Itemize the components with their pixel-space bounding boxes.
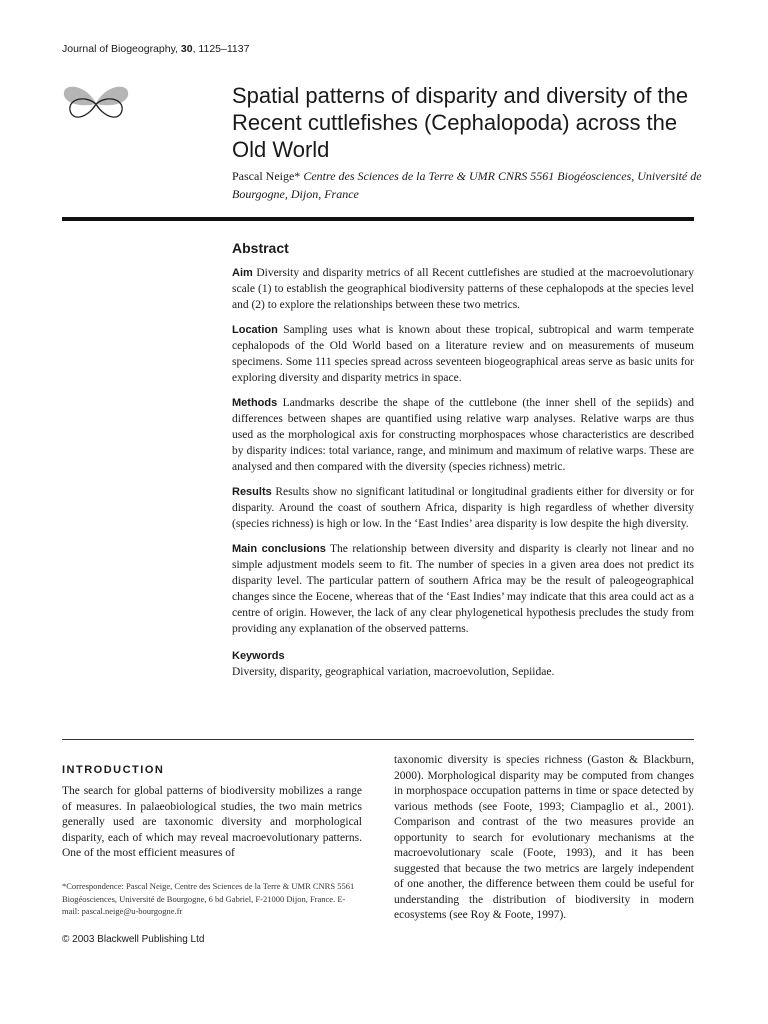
abstract-location — [232, 322, 694, 386]
keywords-list: Diversity, disparity, geographical variation, macroevolution, Sepiidae. — [232, 666, 555, 678]
abstract-label: Location — [232, 324, 278, 336]
abstract-main-conclusions — [232, 541, 694, 637]
abstract-divider — [62, 739, 694, 740]
abstract-results — [232, 484, 694, 532]
author-block — [232, 167, 702, 203]
introduction-heading: INTRODUCTION — [62, 764, 165, 776]
abstract-label: Main conclusions — [232, 543, 326, 555]
keywords-heading: Keywords — [232, 650, 285, 662]
paper-title: Spatial patterns of disparity and diversity of the Recent cuttlefishes (Cephalopoda) across the Old World — [232, 83, 689, 162]
right-column — [394, 753, 694, 924]
journal-name: Journal of Biogeography, — [62, 43, 181, 55]
publisher-logo — [60, 82, 132, 126]
author-affiliation: Centre des Sciences de la Terre & UMR CNRS 5561 Biogéosciences, Université de Bourgogne, Dijon, France — [232, 169, 702, 201]
copyright-notice: © 2003 Blackwell Publishing Ltd — [62, 934, 205, 945]
abstract-text: Landmarks describe the shape of the cuttlebone (the inner shell of the sepiids) and differences between shapes are quantified using relative warp analyses. Relative warps are thus used as the morphological axis for constructing morphospaces whose characteristics are described by disparity indices: total variance, range, and minimum and maximum of relative warps. These are analysed and then compared with the diversity (species richness) metric. — [232, 397, 695, 473]
abstract-text: Sampling uses what is known about these tropical, subtropical and warm temperate cephalopods of the Old World based on a literature review and on measurements of museum specimens. Some 111 species spread across seventeen biogeographical areas serve as basic units for exploring diversity and disparity metrics in space. — [232, 324, 695, 384]
abstract-label: Results — [232, 486, 272, 498]
abstract-label: Methods — [232, 397, 278, 409]
abstract-label: Aim — [232, 267, 253, 279]
journal-pages: , 1125–1137 — [192, 43, 250, 55]
author-name: Pascal Neige* — [232, 169, 301, 183]
abstract-text: Results show no significant latitudinal or longitudinal gradients either for diversity or for disparity. Around the coast of southern Africa, disparity is high regardless of whether diversity (species richness) is high or low. In the ‘East Indies’ area disparity is low despite the high diversity. — [232, 486, 695, 530]
abstract-heading: Abstract — [232, 240, 289, 256]
introduction-paragraph-right: taxonomic diversity is species richness (Gaston & Blackburn, 2000). Morphological disparity may be computed from changes in morphospace occupation patterns in time or space detected by various methods (see Foote, 1993; Ciampaglio et al., 2001). Comparison and contrast of the two measures provide an opportunity to search for evolutionary mechanisms at the macroevolutionary scale (Foote, 1993), and it has been suggested that because the two metrics are largely independent of one another, the difference between them could be useful for understanding the distribution of biodiversity in modern ecosystems (see Roy & Foote, 1997). — [394, 754, 694, 921]
left-column — [62, 757, 362, 862]
journal-volume: 30 — [180, 43, 193, 55]
header-divider — [62, 217, 694, 221]
abstract-text: Diversity and disparity metrics of all Recent cuttlefishes are studied at the macroevolutionary scale (1) to establish the geographical biodiversity patterns of these cephalopods at the species level and (2) to explore the relationships between these two metrics. — [232, 267, 694, 311]
introduction-paragraph-left: The search for global patterns of biodiversity mobilizes a range of measures. In palaeobiological studies, the two main metrics generally used are taxonomic diversity and morphological disparity, each of which may reveal macroevolutionary patterns. One of the most efficient measures of — [62, 785, 362, 859]
abstract-text: The relationship between diversity and disparity is clearly not linear and no simple adjustment models seem to fit. The number of species in a given area does not predict its disparity level. The particular pattern of southern Africa may be the result of paleogeographical changes since the Eocene, whereas that of the ‘East Indies’ may indicate that this area could act as a centre of origin. However, the lack of any clear phylogenetical hypothesis precludes the study from providing any explanation of the observed patterns. — [232, 543, 694, 635]
abstract-aim — [232, 265, 694, 313]
abstract-section — [232, 240, 694, 680]
keywords-block — [232, 649, 694, 680]
abstract-methods — [232, 395, 694, 475]
journal-citation — [62, 43, 249, 55]
correspondence-footnote: *Correspondence: Pascal Neige, Centre des Sciences de la Terre & UMR CNRS 5561 Biogéosciences, Université de Bourgogne, 6 bd Gabriel, F-21000 Dijon, France. E-mail: pascal.neige@u-bourgogne.fr — [62, 881, 355, 916]
